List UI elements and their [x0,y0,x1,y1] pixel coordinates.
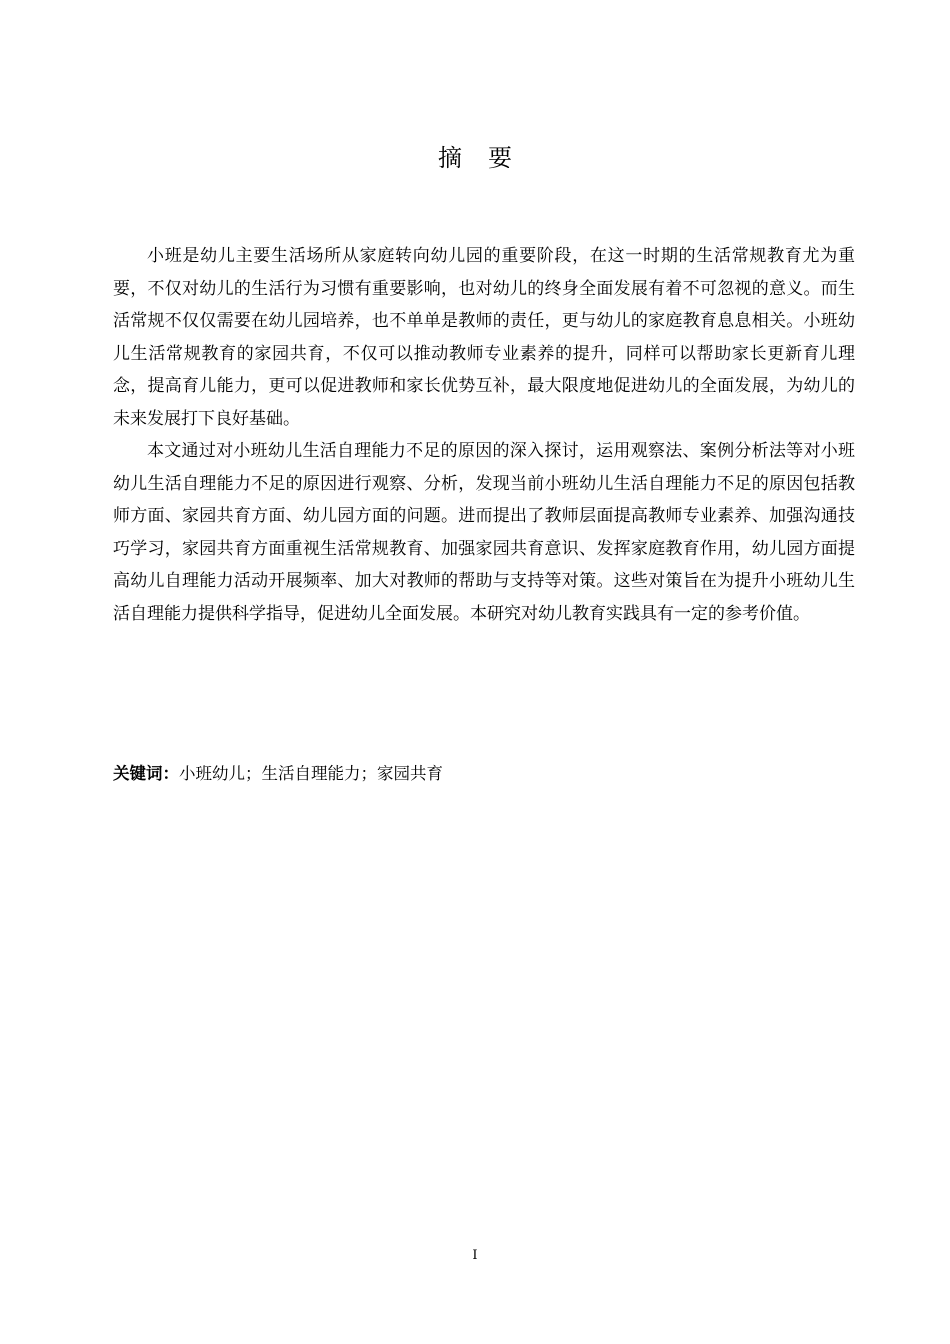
keywords-items: 小班幼儿；生活自理能力；家园共育 [179,764,443,783]
title-char-1: 摘 [438,144,462,173]
title-char-2: 要 [488,144,512,173]
keywords-label: 关键词： [113,764,179,783]
keywords-line [113,762,443,786]
abstract-body [113,240,855,630]
page-number: I [472,1248,478,1263]
abstract-paragraph-2: 本文通过对小班幼儿生活自理能力不足的原因的深入探讨，运用观察法、案例分析法等对小班幼儿生活自理能力不足的原因进行观察、分析，发现当前小班幼儿生活自理能力不足的原因包括教师方面、家园共育方面、幼儿园方面的问题。进而提出了教师层面提高教师专业素养、加强沟通技巧学习，家园共育方面重视生活常规教育、加强家园共育意识、发挥家庭教育作用，幼儿园方面提高幼儿自理能力活动开展频率、加大对教师的帮助与支持等对策。这些对策旨在为提升小班幼儿生活自理能力提供科学指导，促进幼儿全面发展。本研究对幼儿教育实践具有一定的参考价值。 [113,441,855,624]
abstract-paragraph-1: 小班是幼儿主要生活场所从家庭转向幼儿园的重要阶段，在这一时期的生活常规教育尤为重要，不仅对幼儿的生活行为习惯有重要影响，也对幼儿的终身全面发展有着不可忽视的意义。而生活常规不仅仅需要在幼儿园培养，也不单单是教师的责任，更与幼儿的家庭教育息息相关。小班幼儿生活常规教育的家园共育，不仅可以推动教师专业素养的提升，同样可以帮助家长更新育儿理念，提高育儿能力，更可以促进教师和家长优势互补，最大限度地促进幼儿的全面发展，为幼儿的未来发展打下良好基础。 [113,246,855,429]
abstract-title [0,138,950,173]
